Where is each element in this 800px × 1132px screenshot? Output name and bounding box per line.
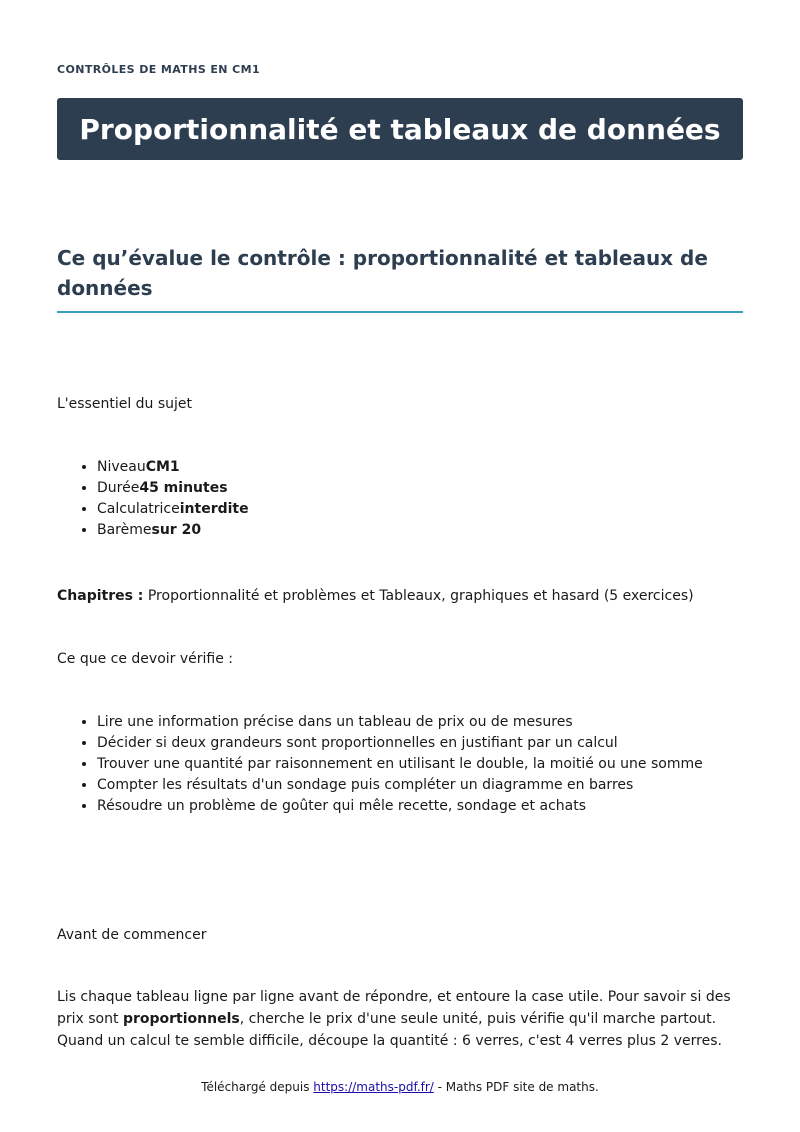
essentials-list	[57, 457, 249, 541]
checks-list	[57, 712, 703, 817]
page-title: Proportionnalité et tableaux de données	[79, 112, 721, 146]
chapters-line	[57, 585, 743, 607]
essentials-label: L'essentiel du sujet	[57, 396, 193, 412]
section-title: Ce qu’évalue le contrôle : proportionnalité et tableaux de données	[57, 243, 743, 313]
list-item: • Décider si deux grandeurs sont proportionnelles en justifiant par un calcul	[97, 733, 703, 754]
list-item: • NiveauCM1	[97, 457, 249, 478]
list-item: • Barèmesur 20	[97, 520, 249, 541]
checks-label: Ce que ce devoir vérifie :	[57, 651, 234, 667]
chapters-text: Proportionnalité et problèmes et Tableaux, graphiques et hasard (5 exercices)	[143, 588, 694, 604]
list-item: • Lire une information précise dans un tableau de prix ou de mesures	[97, 712, 703, 733]
list-item: • Trouver une quantité par raisonnement en utilisant le double, la moitié ou une somme	[97, 754, 703, 775]
list-item: • Compter les résultats d'un sondage puis compléter un diagramme en barres	[97, 775, 703, 796]
list-item: • Résoudre un problème de goûter qui mêle recette, sondage et achats	[97, 796, 703, 817]
footer: Téléchargé depuis https://maths-pdf.fr/ - Maths PDF site de maths.	[201, 1080, 599, 1094]
site-link[interactable]: https://maths-pdf.fr/	[313, 1080, 434, 1094]
chapters-label: Chapitres :	[57, 588, 144, 604]
before-label: Avant de commencer	[57, 927, 207, 943]
title-banner	[57, 98, 743, 160]
before-paragraph: Lis chaque tableau ligne par ligne avant de répondre, et entoure la case utile. Pour savoir si des prix sont proportionnels, cherche le prix d'une seule unité, puis vérifie qu'il marche partout. Quand un calcul te semble difficile, découpe la quantité : 6 verres, c'est 4 verres plus 2 verres.	[57, 989, 731, 1049]
list-item: • Calculatriceinterdite	[97, 499, 249, 520]
series-kicker: CONTRÔLES DE MATHS EN CM1	[57, 63, 260, 76]
list-item: • Durée45 minutes	[97, 478, 249, 499]
